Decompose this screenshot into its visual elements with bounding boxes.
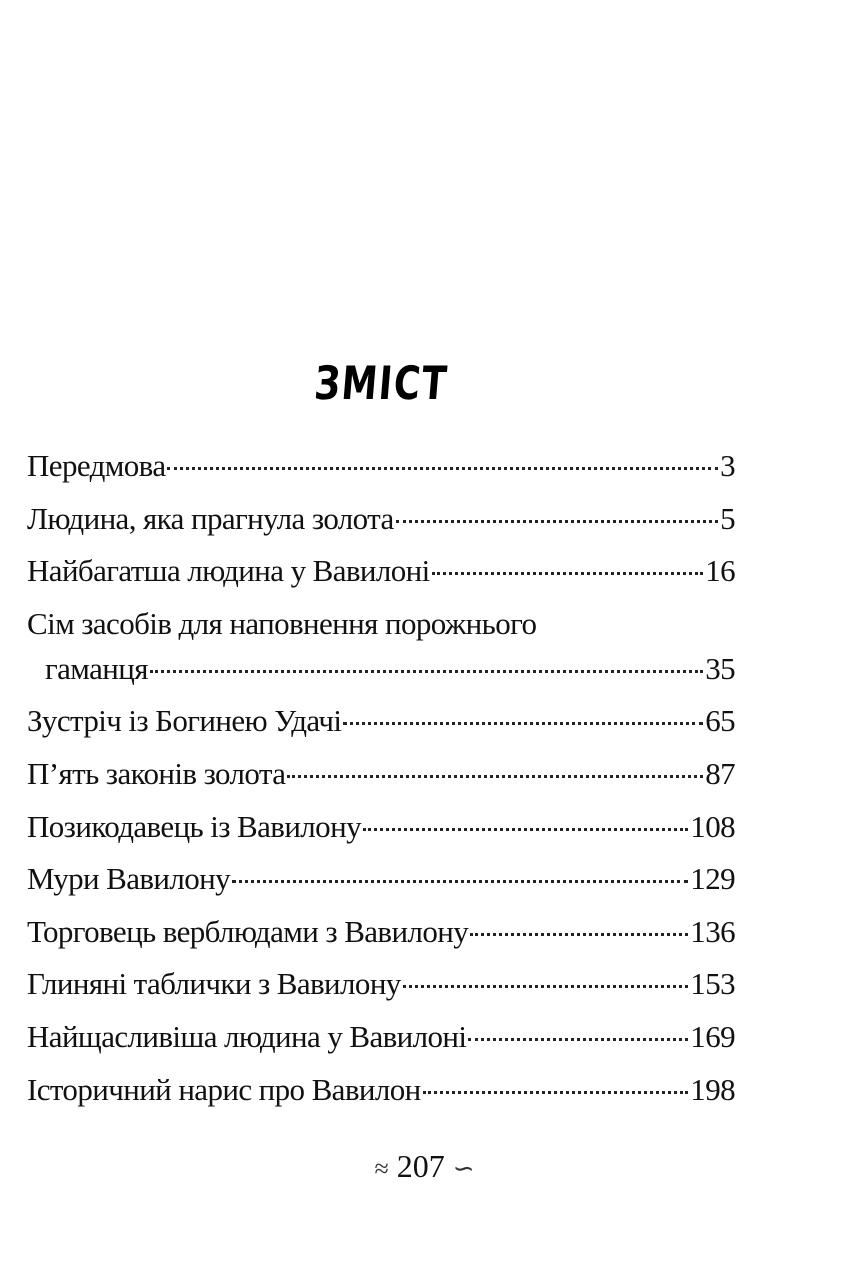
toc-entry[interactable] [27, 861, 735, 914]
dot-leader [396, 520, 718, 523]
dot-leader [432, 572, 704, 575]
toc-entry[interactable] [27, 553, 735, 606]
entry-title: Торговець верблюдами з Вавилону [27, 913, 469, 949]
entry-page: 153 [690, 966, 735, 1002]
entry-title: Сім засобів для наповнення порожнього [27, 605, 537, 641]
entry-page: 65 [705, 703, 735, 739]
entry-title: Передмова [27, 448, 166, 483]
toc-entry[interactable] [27, 966, 735, 1019]
entry-title: Найбагатша людина у Вавилоні [27, 553, 430, 589]
page-number: 207 [396, 1148, 445, 1184]
toc-entry[interactable] [27, 1072, 735, 1125]
dot-leader [167, 467, 718, 470]
entry-title: Історичний нарис про Вавилон [27, 1071, 421, 1107]
entry-page: 35 [705, 650, 735, 686]
entry-page: 3 [720, 448, 735, 483]
entry-title: Зустріч із Богинею Удачі [27, 703, 342, 739]
entry-title-continued: гаманця [45, 650, 148, 686]
entry-page: 198 [690, 1071, 735, 1107]
table-of-contents [27, 448, 735, 1124]
entry-page: 129 [690, 861, 735, 897]
dot-leader [287, 775, 703, 778]
dot-leader [403, 985, 689, 988]
dot-leader [343, 722, 703, 725]
page-title: ЗМІСТ [312, 356, 451, 410]
toc-entry[interactable] [27, 501, 735, 554]
ornament-left-icon: ≈ [374, 1154, 389, 1183]
toc-entry[interactable] [27, 1019, 735, 1072]
entry-title: Мури Вавилону [27, 861, 231, 897]
toc-entry[interactable] [27, 703, 735, 756]
dot-leader [470, 933, 688, 936]
toc-entry[interactable] [27, 914, 735, 967]
entry-page: 5 [720, 500, 735, 536]
toc-entry[interactable] [27, 809, 735, 862]
entry-title: Глиняні таблички з Вавилону [27, 966, 401, 1002]
entry-page: 136 [690, 913, 735, 949]
toc-entry[interactable] [27, 756, 735, 809]
entry-title: Людина, яка прагнула золота [27, 500, 394, 536]
ornament-right-icon: ∽ [452, 1154, 475, 1183]
entry-page: 87 [705, 755, 735, 791]
entry-title: Позикодавець із Вавилону [27, 808, 361, 844]
dot-leader [363, 828, 688, 831]
toc-entry-line1[interactable] [27, 606, 735, 651]
entry-page: 108 [690, 808, 735, 844]
dot-leader [150, 670, 703, 673]
entry-title: П’ять законів золота [27, 755, 286, 791]
toc-entry[interactable] [27, 448, 735, 501]
dot-leader [232, 880, 688, 883]
toc-entry-line2[interactable] [27, 651, 735, 704]
entry-title: Найщасливіша людина у Вавилоні [27, 1018, 467, 1054]
dot-leader [468, 1038, 688, 1041]
dot-leader [423, 1091, 689, 1094]
page-folio [0, 1148, 849, 1185]
entry-page: 169 [690, 1018, 735, 1054]
entry-page: 16 [705, 553, 735, 589]
